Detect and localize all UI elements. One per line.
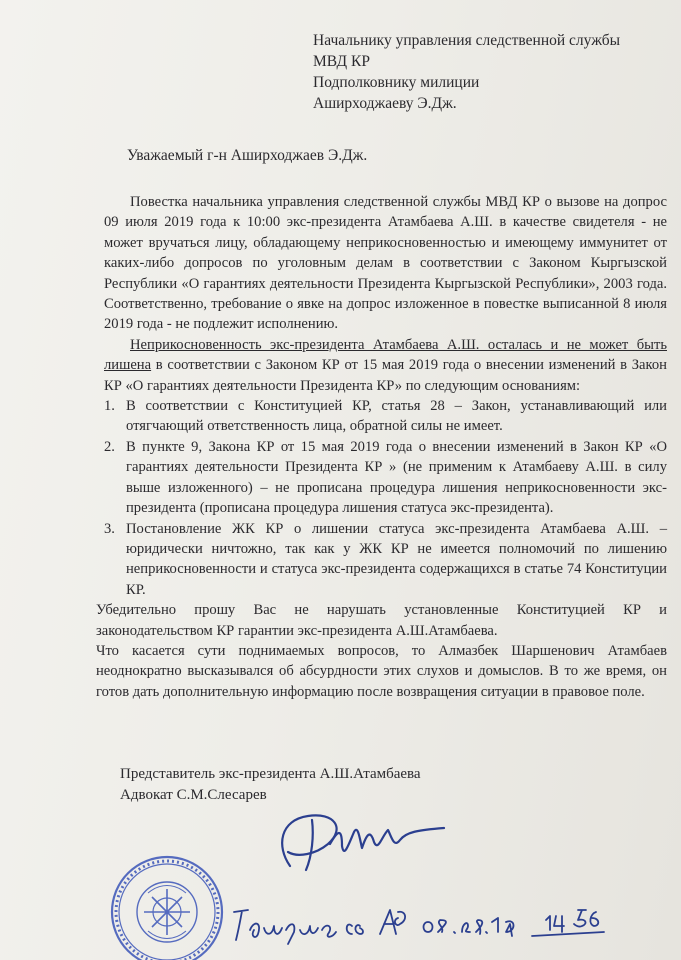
reasons-list bbox=[104, 396, 667, 600]
paragraph-summons: Повестка начальника управления следственной службы МВД КР о вызове на допрос 09 июля 2019 года к 10:00 экс-президента Атамбаева А.Ш. в качестве свидетеля - не может вручаться лицу, обладающему неприкосновенностью и имеющему иммунитет от каких-либо допросов по уголовным делам в соответствии с Законом Кыргызской Республики «О гарантиях деятельности Президента Кыргызской Республики», 2003 года. Соответственно, требование о явке на допрос изложенное в повестке выписанной 8 июля 2019 года - не подлежит исполнению. bbox=[104, 194, 667, 333]
immunity-basis: в соответствии с Законом КР от 15 мая 2019 года о внесении изменений в Закон КР «О гарантиях деятельности Президента КР» по следующим основаниям: bbox=[104, 357, 667, 394]
addressee-block bbox=[313, 30, 663, 114]
reason-text: В пункте 9, Закона КР от 15 мая 2019 года о внесении изменений в Закон КР «О гарантиях деятельности Президента КР » (не применим к Атамбаеву А.Ш. в силу выше изложенного) – не прописана процедура лишения неприкосновенности экс-президента (прописана процедура лишения статуса экс-президента). bbox=[126, 438, 667, 517]
addressee-line-2: МВД КР bbox=[313, 53, 370, 70]
reason-text: Постановление ЖК КР о лишении статуса экс-президента Атамбаева А.Ш. – юридически ничтожно, так как у ЖК КР не имеется полномочий по лишению неприкосновенности и статуса экс-президента содержащихся в статье 74 Конституции КР. bbox=[126, 520, 667, 598]
reason-number: 2. bbox=[104, 438, 115, 455]
paragraph-immunity bbox=[104, 335, 667, 396]
reason-number: 3. bbox=[104, 520, 115, 537]
immunity-statement: Неприкосновенность экс-президента Атамбаева А.Ш. осталась и не может быть лишена bbox=[104, 336, 667, 374]
salutation: Уважаемый г-н Аширходжаев Э.Дж. bbox=[127, 147, 368, 164]
addressee-line-4: Аширходжаеву Э.Дж. bbox=[313, 95, 457, 112]
letter-body bbox=[96, 192, 667, 702]
paragraph-closing: Что касается сути поднимаемых вопросов, то Алмазбек Шаршенович Атамбаев неоднократно высказывался об абсурдности этих слухов и домыслов. В то же время, он готов дать дополнительную информацию после возвращения ситуации в правовое поле. bbox=[96, 642, 667, 700]
reason-item bbox=[104, 396, 667, 437]
signoff-lawyer: Адвокат С.М.Слесарев bbox=[120, 787, 267, 803]
signoff-representative: Представитель экс-президента А.Ш.Атамбаева bbox=[120, 766, 421, 782]
receipt-handwriting-icon bbox=[228, 890, 618, 950]
reason-item bbox=[104, 519, 667, 601]
signoff-block bbox=[120, 764, 421, 806]
official-seal-icon bbox=[108, 853, 226, 960]
addressee-line-3: Подполковнику милиции bbox=[313, 74, 480, 91]
reason-number: 1. bbox=[104, 398, 115, 415]
paragraph-plea: Убедительно прошу Вас не нарушать установленные Конституцией КР и законодательством КР гарантии экс-президента А.Ш.Атамбаева. bbox=[96, 602, 667, 639]
signature-icon bbox=[268, 806, 468, 878]
reason-text: В соответствии с Конституцией КР, статья 28 – Закон, устанавливающий или отягчающий ответственность лица, обратной силы не имеет. bbox=[126, 398, 667, 435]
reason-item bbox=[104, 437, 667, 519]
addressee-line-1: Начальнику управления следственной службы bbox=[313, 32, 621, 49]
